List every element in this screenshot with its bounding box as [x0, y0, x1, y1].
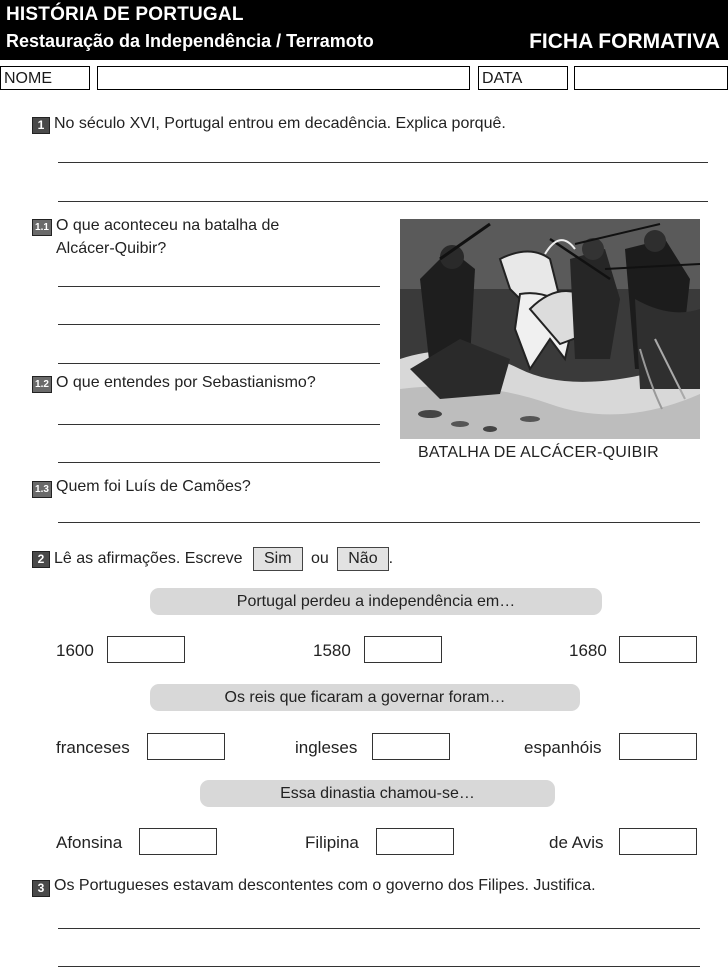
- statement-1-option-3-label: 1680: [569, 641, 607, 660]
- date-field[interactable]: [574, 66, 728, 90]
- q1-3-text: Quem foi Luís de Camões?: [56, 478, 251, 495]
- header-title: HISTÓRIA DE PORTUGAL: [6, 4, 244, 25]
- statement-1-prompt: Portugal perdeu a independência em…: [150, 588, 602, 615]
- q2-conjunction: ou: [311, 550, 329, 567]
- q2-period: .: [388, 550, 394, 567]
- q1-2-text: O que entendes por Sebastianismo?: [56, 374, 316, 391]
- statement-3-option-3-label: de Avis: [549, 833, 604, 852]
- option-nao: Não: [337, 547, 388, 571]
- battle-woodcut-image: [400, 219, 700, 439]
- q1-answer-line-2[interactable]: [58, 201, 708, 202]
- battle-illustration: [400, 219, 700, 439]
- q1-1-answer-line-3[interactable]: [58, 363, 380, 364]
- statement-3-option-1-label: Afonsina: [56, 833, 123, 852]
- statement-2-option-2-box[interactable]: [372, 733, 450, 760]
- q3-text: Os Portugueses estavam descontentes com o governo dos Filipes. Justifica.: [54, 877, 596, 894]
- q1-3-answer-line[interactable]: [58, 522, 700, 523]
- image-caption: BATALHA DE ALCÁCER-QUIBIR: [418, 444, 659, 461]
- q1-3-number: 1.3: [32, 481, 52, 498]
- name-label: NOME: [0, 66, 90, 90]
- statement-3-option-1-box[interactable]: [139, 828, 217, 855]
- q1-1-number: 1.1: [32, 219, 52, 236]
- q3-number: 3: [32, 880, 50, 897]
- q1-number: 1: [32, 117, 50, 134]
- date-label: DATA: [478, 66, 568, 90]
- statement-3-option-3-box[interactable]: [619, 828, 697, 855]
- q1-2-answer-line-1[interactable]: [58, 424, 380, 425]
- q1-2-number: 1.2: [32, 376, 52, 393]
- statement-2-option-3-box[interactable]: [619, 733, 697, 760]
- q2-instruction: [54, 547, 393, 569]
- statement-2-option-1-label: franceses: [56, 738, 130, 757]
- statement-3-prompt: Essa dinastia chamou-se…: [200, 780, 555, 807]
- statement-1-option-1-label: 1600: [56, 641, 94, 660]
- q2-text: Lê as afirmações. Escreve: [54, 550, 243, 567]
- q1-1-answer-line-2[interactable]: [58, 324, 380, 325]
- header-subtitle: Restauração da Independência / Terramoto: [6, 31, 374, 51]
- q1-2-answer-line-2[interactable]: [58, 462, 380, 463]
- q3-answer-line-2[interactable]: [58, 966, 700, 967]
- option-sim: Sim: [253, 547, 303, 571]
- q1-1-text-line2: Alcácer-Quibir?: [56, 240, 167, 257]
- statement-3-option-2-label: Filipina: [305, 833, 359, 852]
- statement-2-option-2-label: ingleses: [295, 738, 358, 757]
- name-field[interactable]: [97, 66, 470, 90]
- statement-1-option-3-box[interactable]: [619, 636, 697, 663]
- statement-2-option-1-box[interactable]: [147, 733, 225, 760]
- q1-1-answer-line-1[interactable]: [58, 286, 380, 287]
- statement-1-option-2-box[interactable]: [364, 636, 442, 663]
- q1-answer-line-1[interactable]: [58, 162, 708, 163]
- statement-2-option-3-label: espanhóis: [524, 738, 602, 757]
- statement-1-option-2-label: 1580: [313, 641, 351, 660]
- q2-number: 2: [32, 551, 50, 568]
- q3-answer-line-1[interactable]: [58, 928, 700, 929]
- statement-3-option-2-box[interactable]: [376, 828, 454, 855]
- header-banner: [0, 0, 728, 60]
- sheet-type: FICHA FORMATIVA: [529, 30, 720, 53]
- q1-1-text-line1: O que aconteceu na batalha de: [56, 217, 280, 234]
- statement-2-prompt: Os reis que ficaram a governar foram…: [150, 684, 580, 711]
- q1-text: No século XVI, Portugal entrou em decadência. Explica porquê.: [54, 115, 506, 132]
- statement-1-option-1-box[interactable]: [107, 636, 185, 663]
